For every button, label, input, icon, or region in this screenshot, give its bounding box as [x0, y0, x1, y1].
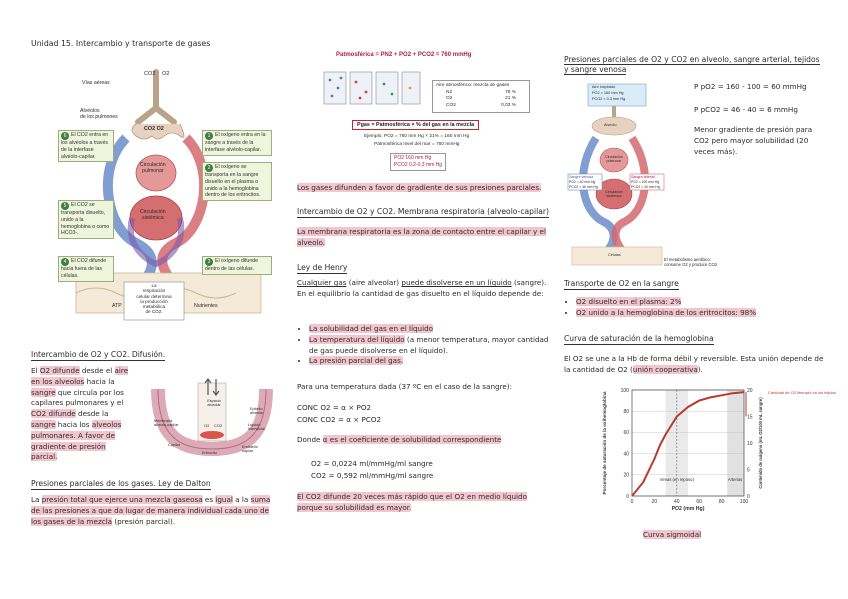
saturation-point: [676, 416, 677, 417]
fig1-co2-top: CO2: [144, 71, 156, 77]
pp-sangre-venosa: Sangre venosa: [569, 175, 594, 179]
pp-circ-sistemica: Circulación sistémica: [605, 190, 623, 198]
henry-bullet-seg: La presión parcial del gas.: [309, 356, 404, 366]
atm-po2-pco2: [390, 153, 446, 171]
henry-intro: [297, 278, 552, 300]
hb-saturation-chart: [594, 380, 836, 530]
saturation-point: [743, 392, 744, 393]
difusion-text-seg: alveolos pulmonares. A favor de gradiente de presión parcial.: [31, 419, 122, 462]
difusion-text-seg: que circula por los capilares pulmonares y el: [31, 387, 124, 408]
henry-conc-co2: CONC CO2 = α × PCO2: [297, 415, 382, 424]
difusion-figure: [150, 377, 275, 457]
saturation-point: [732, 393, 733, 394]
dif-membrana: Membrana alvéolo-capilar: [154, 419, 179, 427]
x-tick-label: 80: [718, 499, 725, 505]
hb-saturation-svg: [594, 380, 836, 530]
difusion-text-seg: hacia la: [84, 376, 115, 386]
atm-percent: 0,03 %: [501, 103, 516, 109]
y2-tick-label: 20: [747, 387, 753, 394]
fig1-co2o2-label: CO2 O2: [144, 126, 164, 132]
y-axis-label: Porcentaje de saturación de la oxihemoglobina: [602, 391, 607, 495]
difusion-text: [31, 366, 131, 463]
curva-caption: Curva sigmoidal: [643, 530, 702, 539]
transporte-bullet-text: O2 disuelto en el plasma: 2%: [576, 297, 682, 306]
atm-ejemplo: Ejemplo: PO2 = 760 mm Hg × 21% = 160 mm Hg: [364, 134, 470, 139]
saturation-point: [710, 397, 711, 398]
curva-text: El O2 se une a la Hb de forma débil y reversible. Esta unión depende de la cantidad de O2 (unión cooperativa).: [564, 354, 824, 374]
pp-v1: PO2 = 160 mm Hg: [592, 91, 624, 95]
pp-circ-pulmonar: Circulación pulmonar: [605, 155, 623, 163]
henry-heading: Ley de Henry: [297, 263, 348, 272]
henry-intro-seg: (aire alveolar): [346, 278, 402, 287]
presiones-heading: Presiones parciales de O2 y CO2 en alveolo, sangre arterial, tejidos y sangre venosa: [564, 55, 820, 75]
co2-faster-text: El CO2 difunde 20 veces más rápido que el O2 en medio líquido porque su solubilidad es mayor.: [297, 492, 527, 512]
membrana-heading: Intercambio de O2 y CO2. Membrana respiratoria (alveolo-capilar): [297, 207, 549, 216]
dif-epitelio: Epitelio alveolar: [250, 407, 264, 415]
p-o2-diff: P pO2 = 160 - 100 = 60 mmHg: [694, 82, 807, 91]
y-tick-label: 0: [626, 493, 629, 500]
difusion-text-seg: El: [31, 366, 40, 375]
saturation-point: [631, 495, 632, 496]
dalton-text-seg: suma de las presiones a que da lugar de manera individual cada uno de los gases de la mezcla: [31, 495, 271, 526]
y-tick-label: 100: [620, 387, 629, 394]
difusion-text-seg: desde el: [79, 366, 115, 375]
henry-bullet: [309, 356, 554, 367]
dalton-text-seg: es: [202, 495, 216, 504]
pp-sv2: PCO2 = 46 mm Hg: [569, 185, 598, 189]
atm-gas: O2: [446, 96, 453, 102]
dalton-text-seg: igual: [215, 495, 233, 504]
step-5-box: 5 El CO2 se transporta disuelto, unido a la hemoglobina o como HCO3-.: [58, 200, 114, 239]
y2-axis-label: Contenido de oxígeno (mL O2/100 mL sangre): [758, 397, 763, 489]
pp-sv1: PO2 = 40 mm Hg: [569, 180, 596, 184]
atm-table: [432, 80, 530, 113]
membrana-text: La membrana respiratoria es la zona de contacto entre el capilar y el alveolo.: [297, 227, 546, 247]
fig1-circ-sistemica: Circulación sistémica: [140, 209, 166, 221]
step-4-box: 4 El CO2 difunde hacia fuera de las células.: [58, 256, 114, 282]
difusion-text-seg: sangre: [31, 419, 56, 429]
atm-percent: 21 %: [505, 96, 516, 102]
henry-bullet: [309, 324, 554, 335]
y-tick-label: 20: [623, 472, 629, 479]
henry-bullet-seg: La solubilidad del gas en el líquido: [309, 324, 434, 333]
step-1-box: 1 El oxígeno entra en la sangre a través de la interfase alvéolo-capilar.: [202, 130, 272, 156]
pp-sa2: PCO2 = 40 mm Hg: [631, 185, 660, 189]
henry-bullet-seg: La temperatura del líquido: [309, 334, 405, 344]
saturation-point: [659, 445, 660, 446]
y2-tick-label: 10: [747, 440, 753, 447]
venas-annotation: Venas (en reposo): [659, 477, 694, 483]
fig1-resp-box: La respiración celular determina la producción metabólica de CO2.: [136, 283, 172, 315]
respiration-overview-figure: [56, 68, 271, 330]
x-tick-label: 100: [739, 499, 749, 505]
henry-donde: Donde α es el coeficiente de solubilidad correspondiente: [297, 435, 502, 444]
fig1-circ-pulmonar: Circulación pulmonar: [140, 162, 166, 174]
dif-co2: CO2: [214, 423, 223, 428]
atm-table-rows: [436, 90, 526, 110]
difusion-text-seg: aire en los alveolos: [31, 366, 129, 386]
henry-bullets: [297, 324, 554, 367]
transporte-bullets: [564, 297, 836, 319]
atm-gas: CO2: [446, 103, 456, 109]
saturation-point: [721, 395, 722, 396]
henry-co2-coef: CO2 = 0,592 ml/mmHg/ml sangre: [311, 471, 434, 480]
pp-celulas: Células: [608, 253, 621, 257]
dalton-text-seg: La: [31, 495, 42, 504]
dalton-text-seg: (presión parcial).: [112, 516, 176, 526]
fig1-nutrientes: Nutrientes: [194, 303, 218, 309]
menor-gradiente: Menor gradiente de presión para CO2 pero mayor solubilidad (20 veces más).: [694, 125, 813, 156]
dalton-text-seg: a la: [232, 495, 251, 504]
henry-intro-seg: (sangre). En el equilibrio la cantidad de gas disuelto en el líquido depende de:: [297, 278, 547, 298]
transporte-bullet: [576, 297, 836, 308]
difusion-text-seg: desde la: [75, 409, 109, 419]
arterias-annotation: Arterias: [727, 477, 743, 483]
step-3-box: 3 El oxígeno difunde dentro de las células.: [202, 256, 272, 275]
atmospheric-pressure-figure: [314, 50, 536, 180]
o2-released-annotation: Cantidad de O2 liberado en los tejidos: [768, 390, 836, 395]
difusion-text-seg: sangre: [31, 387, 56, 397]
pp-alveolo: Alveolo: [604, 123, 617, 127]
atm-percent: 78 %: [505, 89, 516, 95]
dif-endotelio: Endotelio capilar: [242, 445, 258, 453]
fig1-vias-label: Vías aéreas: [82, 80, 110, 86]
dalton-text: [31, 495, 281, 527]
pp-v2: PCO2 = 0,3 mm Hg: [592, 97, 626, 101]
step-2-box: 2 El oxígeno se transporta en la sangre disuelto en el plasma o unido a la hemoglobina dentro de los eritrocitos.: [202, 162, 272, 201]
p-co2-diff: P pCO2 = 46 - 40 = 6 mmHg: [694, 105, 798, 114]
pp-sa1: PO2 = 100 mm Hg: [631, 180, 660, 184]
y2-tick-label: 0: [747, 493, 750, 500]
henry-o2-coef: O2 = 0,0224 ml/mmHg/ml sangre: [311, 459, 433, 468]
partial-pressure-figure: [564, 82, 718, 278]
atm-table-title: Aire atmosférico: mezcla de gases: [436, 83, 510, 88]
saturation-point: [654, 458, 655, 459]
saturation-point: [699, 400, 700, 401]
transporte-bullet: [576, 308, 836, 319]
dif-liquido: Líquido intersticial: [248, 423, 265, 431]
dalton-text-seg: presión total que ejerce una mezcla gaseosa: [41, 495, 203, 504]
y-tick-label: 40: [623, 451, 629, 458]
gases-diffuse-text: Los gases difunden a favor de gradiente de sus presiones parciales.: [297, 183, 542, 192]
dif-eritrocito: Eritrocito: [202, 451, 217, 455]
x-tick-label: 0: [630, 499, 634, 505]
y2-tick-label: 15: [747, 414, 753, 421]
fig1-atp: ATP: [112, 303, 122, 309]
saturation-point: [643, 482, 644, 483]
atm-nivel: Patmosférica nivel del mar = 760 mmHg: [374, 142, 460, 147]
dalton-heading: Presiones parciales de los gases. Ley de Dalton: [31, 479, 211, 488]
atm-po2: PO2 160 mm Hg: [394, 155, 432, 161]
y2-tick-label: 5: [747, 467, 750, 474]
y-tick-label: 60: [623, 430, 629, 437]
henry-intro-seg: puede disolverse en un líquido: [401, 278, 512, 287]
henry-temp: Para una temperatura dada (37 ºC en el caso de la sangre):: [297, 382, 513, 391]
pp-sangre-arterial: Sangre arterial: [631, 175, 655, 179]
saturation-point: [665, 434, 666, 435]
atm-formula: Patmosférica = PN2 + PO2 + PCO2 = 760 mmHg: [336, 52, 472, 58]
transporte-bullet-text: O2 unido a la hemoglobina de los eritrocitos: 98%: [576, 307, 757, 317]
henry-bullet: [309, 335, 554, 357]
transporte-heading: Transporte de O2 en la sangre: [564, 279, 679, 288]
saturation-point: [687, 406, 688, 407]
dif-o2: O2: [204, 423, 210, 428]
dif-capilar: Capilar: [168, 443, 181, 447]
difusion-text-seg: O2 difunde: [39, 366, 80, 375]
atm-gas: N2: [446, 89, 453, 95]
x-axis-label: PO2 (mm Hg): [671, 506, 705, 512]
fig1-alveolos-label: Alvéolos de los pulmones: [80, 108, 118, 120]
pp-aire: Aire inspirado: [592, 85, 616, 89]
difusion-text-seg: CO2 difunde: [31, 409, 76, 419]
dif-espacio: Espacio alveolar: [207, 399, 221, 407]
page-title: Unidad 15. Intercambio y transporte de gases: [31, 39, 211, 48]
difusion-heading: Intercambio de O2 y CO2. Difusión.: [31, 350, 166, 359]
fig1-o2-top: O2: [162, 71, 170, 77]
henry-conc-o2: CONC O2 = α × PO2: [297, 403, 372, 412]
atm-pgas: Pgas = Patmosférica × % del gas en la mezcla: [352, 120, 479, 130]
atm-pco2: PCO2 0,2-0,3 mm Hg: [394, 162, 443, 168]
x-tick-label: 60: [696, 499, 702, 505]
henry-intro-seg: Cualquier gas: [297, 278, 347, 287]
y-tick-label: 80: [623, 409, 629, 415]
x-tick-label: 20: [651, 499, 658, 505]
curva-heading: Curva de saturación de la hemoglobina: [564, 334, 714, 343]
atm-row: [436, 103, 526, 110]
henry-bullet-seg: (a menor temperatura, mayor cantidad de gas puede disolverse en el líquido).: [309, 334, 549, 355]
x-tick-label: 40: [674, 499, 680, 505]
step-6-box: 6 El CO2 entra en los alvéolos a través de la interfase alvéolo-capilar.: [58, 130, 114, 162]
difusion-text-seg: hacia los: [55, 419, 92, 429]
pp-metab: El metabolismo aeróbico: consume O2 y produce CO2: [664, 257, 718, 268]
